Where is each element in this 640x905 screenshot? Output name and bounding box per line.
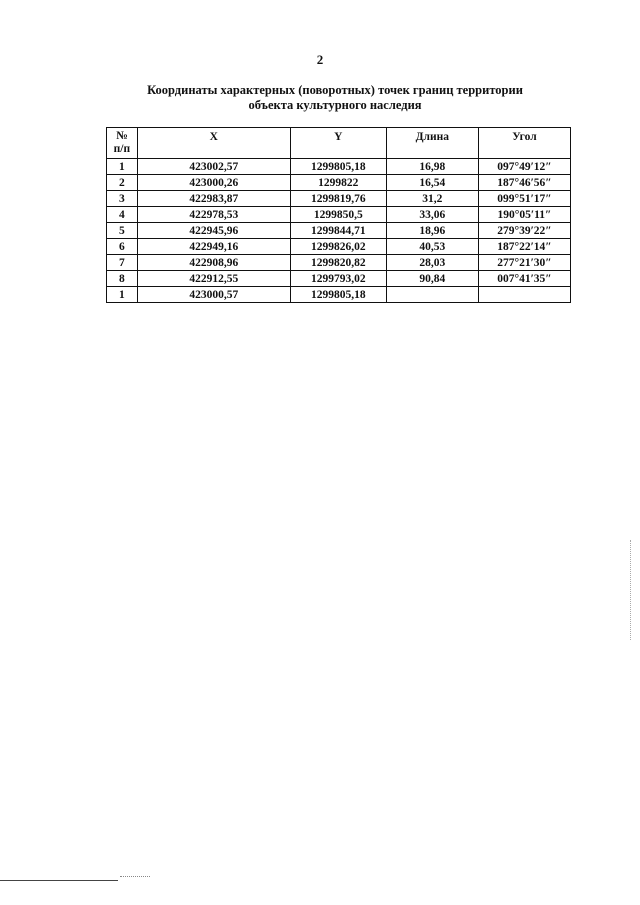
cell-x: 422949,16 bbox=[137, 239, 290, 255]
cell-y: 1299819,76 bbox=[290, 191, 386, 207]
header-number-abbr: п/п bbox=[113, 143, 131, 155]
cell-y: 1299805,18 bbox=[290, 159, 386, 175]
cell-y: 1299820,82 bbox=[290, 255, 386, 271]
title-line-2: объекта культурного наследия bbox=[248, 98, 422, 112]
cell-x: 423000,26 bbox=[137, 175, 290, 191]
cell-angle: 190°05′11″ bbox=[478, 207, 570, 223]
cell-length bbox=[386, 287, 478, 303]
cell-angle: 277°21′30″ bbox=[478, 255, 570, 271]
footer-rule bbox=[0, 880, 118, 881]
table-row bbox=[107, 255, 571, 271]
header-number-symbol: № bbox=[116, 130, 128, 142]
cell-y: 1299844,71 bbox=[290, 223, 386, 239]
header-angle: Угол bbox=[478, 128, 570, 159]
cell-length: 31,2 bbox=[386, 191, 478, 207]
cell-number: 5 bbox=[107, 223, 138, 239]
cell-y: 1299822 bbox=[290, 175, 386, 191]
cell-length: 16,54 bbox=[386, 175, 478, 191]
cell-number: 1 bbox=[107, 159, 138, 175]
cell-angle: 187°46′56″ bbox=[478, 175, 570, 191]
cell-length: 90,84 bbox=[386, 271, 478, 287]
cell-x: 422912,55 bbox=[137, 271, 290, 287]
cell-y: 1299826,02 bbox=[290, 239, 386, 255]
title-line-1: Координаты характерных (поворотных) точек границ территории bbox=[147, 83, 523, 97]
cell-number: 8 bbox=[107, 271, 138, 287]
table-header-row bbox=[107, 128, 571, 159]
cell-length: 18,96 bbox=[386, 223, 478, 239]
table-row bbox=[107, 175, 571, 191]
cell-angle: 187°22′14″ bbox=[478, 239, 570, 255]
table-row bbox=[107, 207, 571, 223]
cell-number: 2 bbox=[107, 175, 138, 191]
cell-x: 423002,57 bbox=[137, 159, 290, 175]
table-row bbox=[107, 239, 571, 255]
header-y: Y bbox=[290, 128, 386, 159]
cell-number: 6 bbox=[107, 239, 138, 255]
cell-angle: 007°41′35″ bbox=[478, 271, 570, 287]
header-x: X bbox=[137, 128, 290, 159]
table-row bbox=[107, 191, 571, 207]
cell-number: 4 bbox=[107, 207, 138, 223]
table-row bbox=[107, 287, 571, 303]
cell-length: 33,06 bbox=[386, 207, 478, 223]
table-row bbox=[107, 159, 571, 175]
cell-length: 28,03 bbox=[386, 255, 478, 271]
cell-length: 16,98 bbox=[386, 159, 478, 175]
cell-x: 422945,96 bbox=[137, 223, 290, 239]
page-number: 2 bbox=[316, 52, 324, 67]
cell-angle bbox=[478, 287, 570, 303]
cell-angle: 099°51′17″ bbox=[478, 191, 570, 207]
cell-y: 1299793,02 bbox=[290, 271, 386, 287]
header-length: Длина bbox=[386, 128, 478, 159]
coordinates-table bbox=[106, 127, 571, 303]
table-row bbox=[107, 223, 571, 239]
header-number bbox=[107, 128, 138, 159]
cell-length: 40,53 bbox=[386, 239, 478, 255]
table-row bbox=[107, 271, 571, 287]
cell-y: 1299850,5 bbox=[290, 207, 386, 223]
cell-angle: 097°49′12″ bbox=[478, 159, 570, 175]
cell-x: 422983,87 bbox=[137, 191, 290, 207]
cell-number: 7 bbox=[107, 255, 138, 271]
cell-x: 422978,53 bbox=[137, 207, 290, 223]
cell-number: 1 bbox=[107, 287, 138, 303]
scan-edge-marks bbox=[630, 540, 632, 640]
cell-number: 3 bbox=[107, 191, 138, 207]
cell-angle: 279°39′22″ bbox=[478, 223, 570, 239]
document-title bbox=[100, 83, 570, 113]
cell-x: 422908,96 bbox=[137, 255, 290, 271]
footer-dots bbox=[120, 876, 150, 878]
cell-x: 423000,57 bbox=[137, 287, 290, 303]
cell-y: 1299805,18 bbox=[290, 287, 386, 303]
